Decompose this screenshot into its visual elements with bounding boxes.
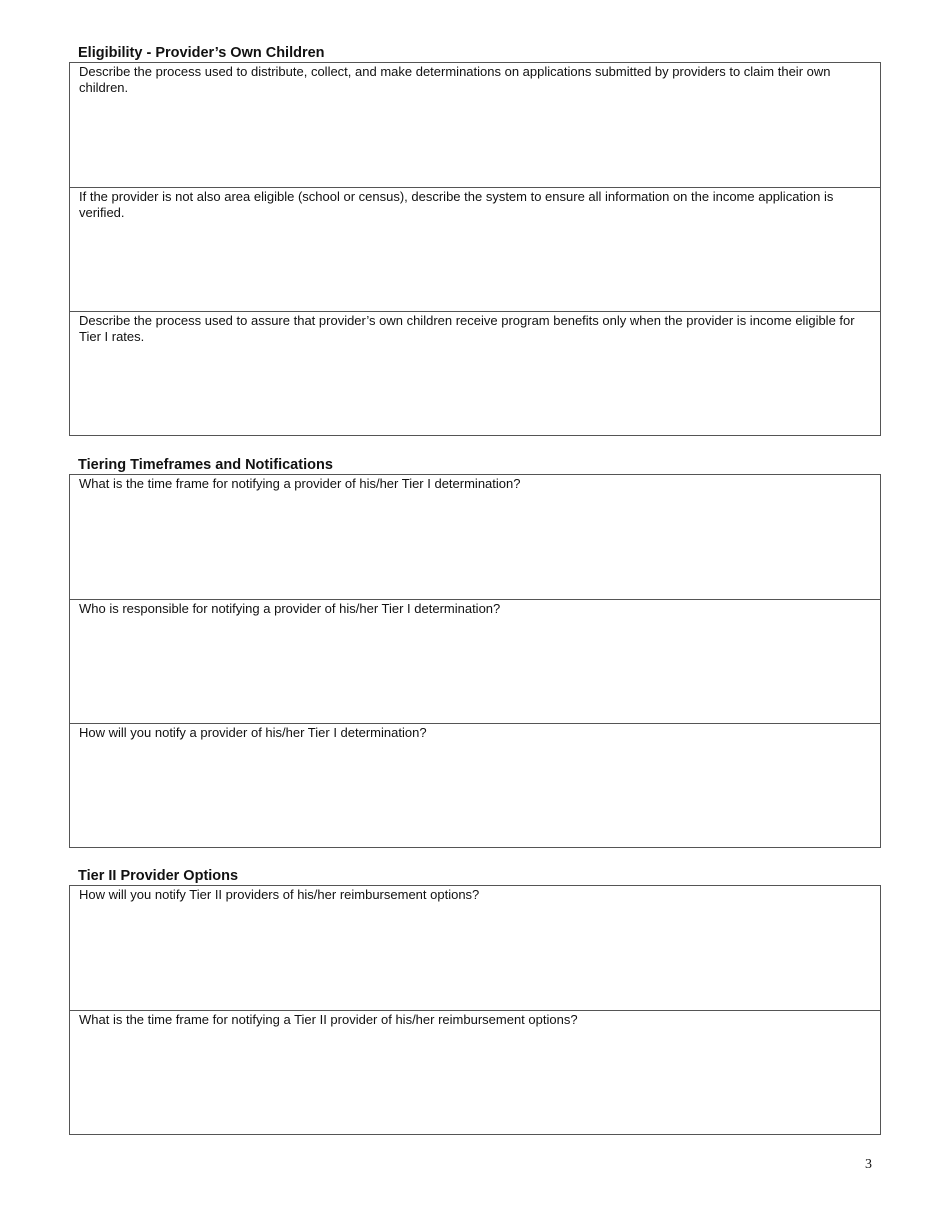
section-title: Tier II Provider Options <box>78 868 239 884</box>
question-cell[interactable]: Who is responsible for notifying a provider of his/her Tier I determination? <box>70 599 880 723</box>
question-cell[interactable]: Describe the process used to assure that provider’s own children receive program benefits only when the provider is income eligible for Tier I rates. <box>70 311 880 435</box>
question-table <box>69 62 881 436</box>
question-cell[interactable]: Describe the process used to distribute, collect, and make determinations on applications submitted by providers to claim their own children. <box>79 64 831 95</box>
section-title: Tiering Timeframes and Notifications <box>78 457 333 473</box>
section-tier-ii-options <box>69 868 881 1135</box>
section-eligibility <box>69 45 881 436</box>
question-table <box>69 474 881 848</box>
page-number: 3 <box>865 1157 872 1172</box>
question-cell[interactable]: How will you notify Tier II providers of his/her reimbursement options? <box>79 887 480 902</box>
section-tiering-timeframes <box>69 457 881 848</box>
question-cell[interactable]: What is the time frame for notifying a provider of his/her Tier I determination? <box>79 476 521 491</box>
question-cell[interactable]: If the provider is not also area eligible (school or census), describe the system to ensure all information on the income application is verified. <box>70 187 880 311</box>
question-cell[interactable]: How will you notify a provider of his/her Tier I determination? <box>70 723 880 847</box>
section-title: Eligibility - Provider’s Own Children <box>78 45 325 61</box>
question-cell[interactable]: What is the time frame for notifying a Tier II provider of his/her reimbursement options? <box>70 1010 880 1134</box>
question-table <box>69 885 881 1135</box>
